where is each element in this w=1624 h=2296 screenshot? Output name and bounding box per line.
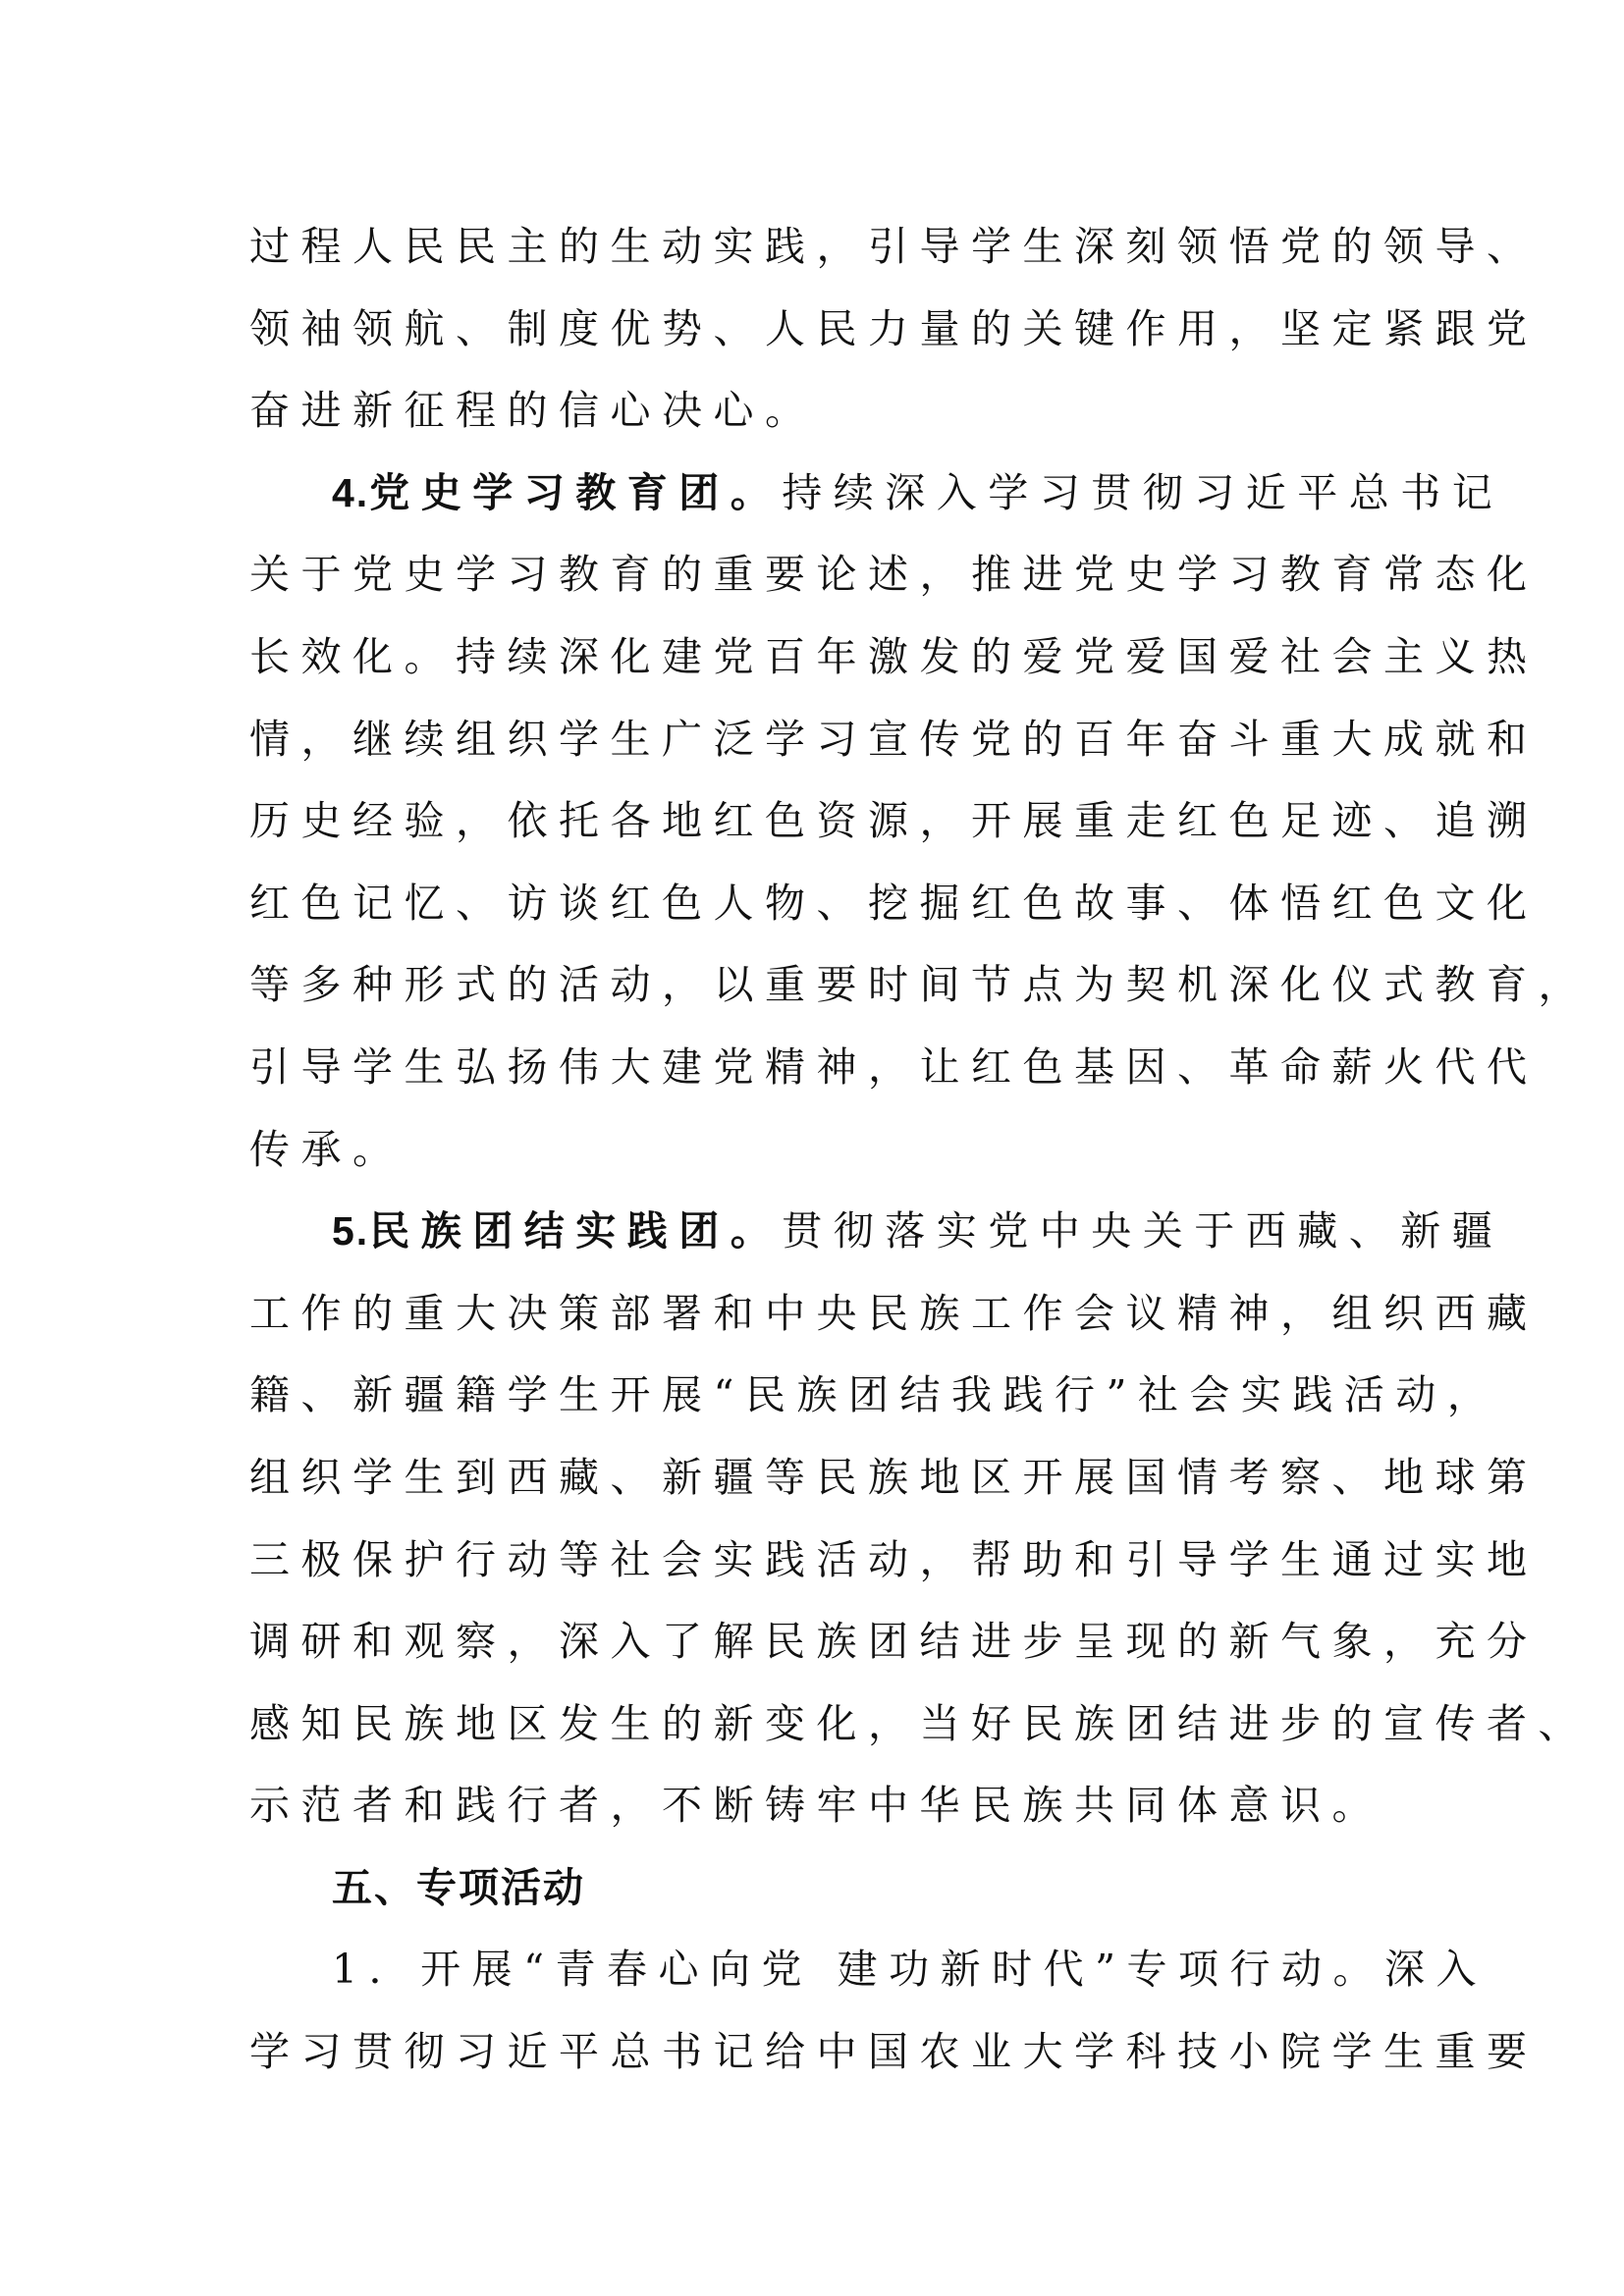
section-heading: 五、专项活动 (332, 1863, 585, 1911)
text-line: 长效化。持续深化建党百年激发的爱党爱国爱社会主义热 (249, 632, 1539, 680)
item-5-first-line-text: 贯彻落实党中央关于西藏、新疆 (782, 1207, 1504, 1255)
activity-1-first-line: 1．开展“青春心向党 建功新时代”专项行动。深入 (332, 1946, 1489, 1994)
document-page (249, 206, 1590, 2094)
section-5-heading-block (249, 1847, 1388, 1930)
text-line: 领袖领航、制度优势、人民力量的关键作用，坚定紧跟党 (249, 304, 1539, 352)
text-line: 三极保护行动等社会实践活动，帮助和引导学生通过实地 (249, 1535, 1539, 1583)
text-line: 关于党史学习教育的重要论述，推进党史学习教育常态化 (249, 551, 1539, 599)
item-4-title: 党史学习教育团。 (369, 468, 783, 516)
text-line: 感知民族地区发生的新变化，当好民族团结进步的宣传者、 (249, 1699, 1590, 1747)
item-5-first-line (249, 1191, 1504, 1273)
text-line: 奋进新征程的信心决心。 (249, 387, 817, 435)
text-line: 引导学生弘扬伟大建党精神，让红色基因、革命薪火代代 (249, 1042, 1539, 1091)
item-5-paragraph (249, 1191, 1590, 1847)
text-line: 传承。 (249, 1125, 405, 1173)
text-line: 示范者和践行者，不断铸牢中华民族共同体意识。 (249, 1782, 1383, 1830)
text-line: 情，继续组织学生广泛学习宣传党的百年奋斗重大成就和 (249, 715, 1539, 763)
item-5-title: 民族团结实践团。 (369, 1207, 783, 1255)
item-4-number: 4. (332, 469, 370, 515)
text-line: 学习贯彻习近平总书记给中国农业大学科技小院学生重要 (249, 2028, 1539, 2076)
text-line: 组织学生到西藏、新疆等民族地区开展国情考察、地球第 (249, 1453, 1539, 1501)
text-line: 过程人民民主的生动实践，引导学生深刻领悟党的领导、 (249, 223, 1539, 270)
item-4-paragraph (249, 453, 1590, 1191)
text-line: 调研和观察，深入了解民族团结进步呈现的新气象，充分 (249, 1618, 1539, 1666)
text-line: 等多种形式的活动，以重要时间节点为契机深化仪式教育， (249, 961, 1590, 1009)
paragraph-continuation (249, 206, 1539, 453)
item-5-number: 5. (332, 1208, 370, 1255)
item-4-first-line (249, 453, 1504, 535)
item-4-first-line-text: 持续深入学习贯彻习近平总书记 (782, 468, 1504, 516)
text-line: 工作的重大决策部署和中央民族工作会议精神，组织西藏 (249, 1289, 1539, 1337)
text-line: 籍、新疆籍学生开展“民族团结我践行”社会实践活动， (249, 1371, 1499, 1419)
text-line: 红色记忆、访谈红色人物、挖掘红色故事、体悟红色文化 (249, 879, 1539, 927)
activity-1-paragraph (249, 1929, 1539, 2093)
text-line: 历史经验，依托各地红色资源，开展重走红色足迹、追溯 (249, 797, 1539, 845)
